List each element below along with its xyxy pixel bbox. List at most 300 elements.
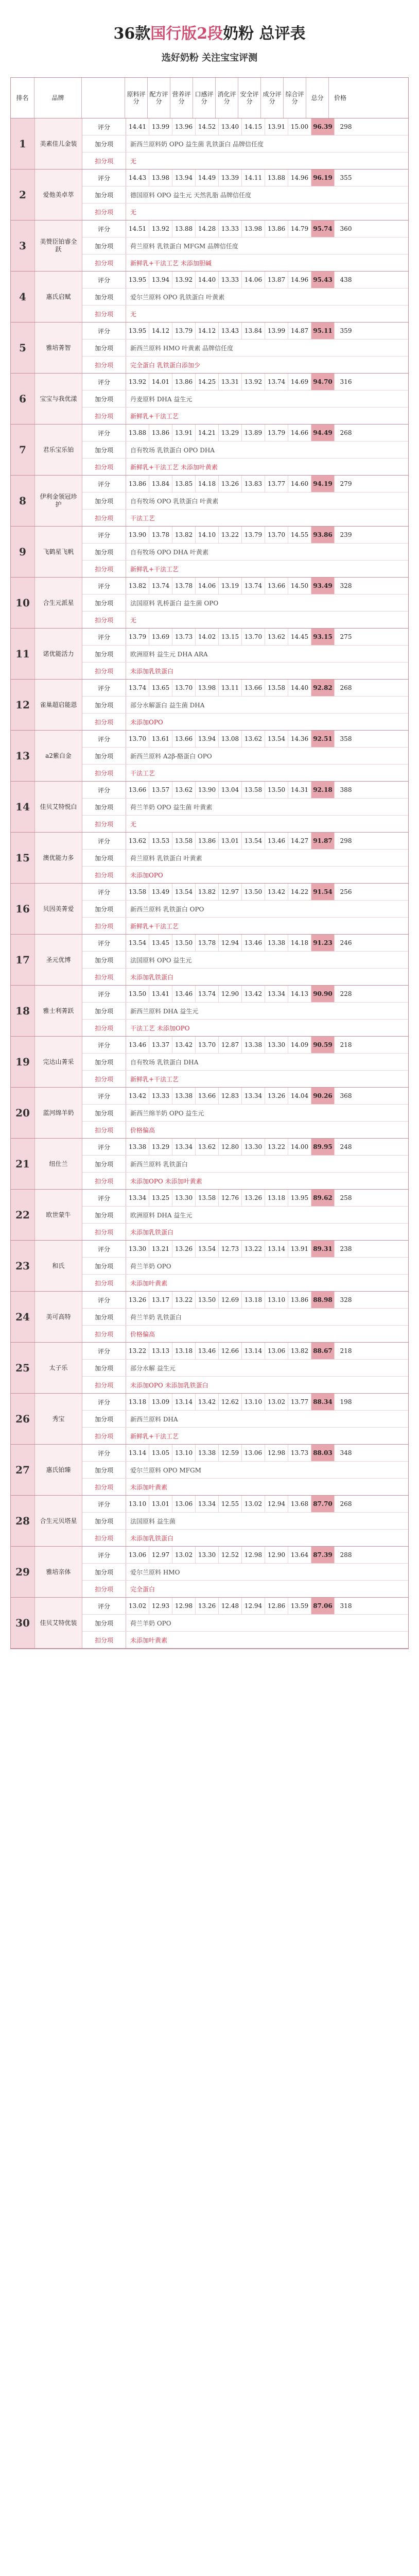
- row-label: 加分项: [82, 238, 126, 254]
- score-cell: 13.90: [196, 782, 219, 798]
- brand-block: [11, 272, 408, 323]
- score-cell: 13.21: [149, 1241, 172, 1257]
- minus-text: 未添加OPO: [130, 718, 163, 726]
- score-cell: 12.76: [219, 1190, 242, 1206]
- row-label: 评分: [82, 1547, 126, 1563]
- minus-text: 无: [130, 157, 137, 165]
- score-cell: 13.09: [149, 1394, 172, 1410]
- score-cell: 13.17: [149, 1292, 172, 1308]
- score-cell: 14.41: [126, 118, 149, 135]
- brand-block: [11, 935, 408, 986]
- score-cell: 13.70: [172, 680, 196, 696]
- brand-name: 合生元派星: [35, 578, 82, 628]
- score-cell: 14.04: [288, 1088, 311, 1104]
- brand-name: 伊利金领冠珍护: [35, 476, 82, 526]
- price-cell: 328: [340, 1296, 352, 1303]
- score-cell: 13.77: [288, 1394, 311, 1410]
- page-header: [0, 0, 419, 77]
- brand-rows: [82, 476, 408, 526]
- total-score: 96.19: [311, 170, 335, 186]
- score-cell: 14.12: [196, 323, 219, 339]
- score-cell: 13.18: [265, 1190, 288, 1206]
- score-cell: 14.18: [196, 476, 219, 492]
- score-cell: 13.54: [265, 731, 288, 747]
- price-cell: 358: [340, 735, 352, 742]
- row-label: 扣分项: [82, 204, 126, 220]
- score-cell: 14.10: [196, 527, 219, 543]
- brand-rows: [82, 986, 408, 1036]
- minus-text: 无: [130, 820, 137, 828]
- brand-rows: [82, 1190, 408, 1240]
- score-cell: 13.87: [265, 272, 288, 288]
- score-row: [82, 323, 408, 340]
- minus-text: 新鲜乳+干法工艺: [130, 565, 179, 573]
- brand-name: 圣元优博: [35, 935, 82, 985]
- minus-row: [82, 1071, 408, 1087]
- score-cell: 13.66: [196, 1088, 219, 1104]
- score-cell: 12.80: [219, 1139, 242, 1155]
- minus-row: [82, 1173, 408, 1189]
- score-cell: 13.83: [242, 476, 265, 492]
- plus-text: 荷兰羊奶 乳铁蛋白: [130, 1313, 182, 1321]
- minus-row: [82, 255, 408, 271]
- total-score: 96.39: [311, 118, 335, 135]
- score-cell: 14.22: [288, 884, 311, 900]
- brand-block: [11, 578, 408, 629]
- score-cell: 14.55: [288, 527, 311, 543]
- score-cell: 13.40: [219, 118, 242, 135]
- score-cell: 13.79: [265, 425, 288, 441]
- score-cell: 13.78: [149, 527, 172, 543]
- brand-name: 完达山菁采: [35, 1037, 82, 1087]
- plus-row: [82, 799, 408, 816]
- price-cell: 318: [340, 1602, 352, 1609]
- row-label: 扣分项: [82, 612, 126, 628]
- score-cell: 12.90: [219, 986, 242, 1002]
- row-label: 评分: [82, 1088, 126, 1104]
- score-cell: 12.55: [219, 1496, 242, 1512]
- score-cell: 13.54: [126, 935, 149, 951]
- score-cell: 13.46: [172, 986, 196, 1002]
- score-cell: 13.34: [265, 986, 288, 1002]
- rank-number: 28: [11, 1496, 35, 1546]
- minus-text: 未添加乳铁蛋白: [130, 1534, 174, 1542]
- score-cell: 13.69: [149, 629, 172, 645]
- brand-rows: [82, 1343, 408, 1393]
- score-cell: 14.50: [288, 578, 311, 594]
- plus-row: [82, 1258, 408, 1275]
- brand-name: 雅士利菁跃: [35, 986, 82, 1036]
- rank-number: 12: [11, 680, 35, 730]
- total-score: 94.49: [311, 425, 335, 441]
- row-label: 扣分项: [82, 459, 126, 475]
- row-label: 扣分项: [82, 1122, 126, 1138]
- plus-row: [82, 544, 408, 561]
- score-row: [82, 680, 408, 697]
- brand-block: [11, 731, 408, 782]
- score-cell: 13.37: [149, 1037, 172, 1053]
- score-cell: 13.14: [265, 1241, 288, 1257]
- plus-text: 法国原料 OPO 益生元: [130, 956, 192, 964]
- score-cell: 13.74: [196, 986, 219, 1002]
- brand-rows: [82, 1241, 408, 1291]
- brand-block: [11, 629, 408, 680]
- score-cell: 13.53: [149, 833, 172, 849]
- score-cell: 12.94: [265, 1496, 288, 1512]
- score-cell: 13.62: [196, 1139, 219, 1155]
- score-row: [82, 1241, 408, 1258]
- score-cell: 14.18: [288, 935, 311, 951]
- row-label: 加分项: [82, 1615, 126, 1631]
- score-cell: 13.59: [288, 1598, 311, 1614]
- score-cell: 13.86: [126, 476, 149, 492]
- score-cell: 13.70: [265, 527, 288, 543]
- total-score: 90.59: [311, 1037, 335, 1053]
- rank-number: 18: [11, 986, 35, 1036]
- score-cell: 13.68: [288, 1496, 311, 1512]
- brand-rows: [82, 272, 408, 322]
- score-cell: 13.74: [126, 680, 149, 696]
- plus-row: [82, 1309, 408, 1326]
- score-cell: 13.99: [265, 323, 288, 339]
- score-row: [82, 1292, 408, 1309]
- minus-text: 未添加OPO 未添加叶黄素: [130, 1177, 202, 1185]
- column-header: 排名: [11, 78, 34, 118]
- minus-text: 价格偏高: [130, 1126, 155, 1134]
- score-row: [82, 476, 408, 493]
- score-cell: 13.77: [265, 476, 288, 492]
- rank-number: 8: [11, 476, 35, 526]
- score-cell: 13.42: [265, 884, 288, 900]
- brand-block: [11, 221, 408, 272]
- price-cell: 348: [340, 1449, 352, 1456]
- row-label: 评分: [82, 1037, 126, 1053]
- score-cell: 13.22: [242, 1241, 265, 1257]
- brand-rows: [82, 833, 408, 883]
- score-cell: 13.18: [172, 1343, 196, 1359]
- score-cell: 13.62: [126, 833, 149, 849]
- score-cell: 13.91: [265, 118, 288, 135]
- minus-row: [82, 561, 408, 577]
- total-score: 95.43: [311, 272, 335, 288]
- score-cell: 13.82: [196, 884, 219, 900]
- brand-block: [11, 1343, 408, 1394]
- score-cell: 13.92: [126, 374, 149, 390]
- score-cell: 13.30: [126, 1241, 149, 1257]
- brand-block: [11, 1598, 408, 1649]
- row-label: 评分: [82, 1292, 126, 1308]
- score-cell: 13.89: [242, 425, 265, 441]
- score-cell: 14.52: [196, 118, 219, 135]
- minus-row: [82, 1020, 408, 1036]
- score-cell: 13.54: [196, 1241, 219, 1257]
- minus-text: 未添加叶黄素: [130, 1279, 168, 1287]
- score-cell: 14.40: [288, 680, 311, 696]
- minus-text: 干法工艺 未添加OPO: [130, 1024, 190, 1032]
- column-header: 品牌: [34, 78, 82, 118]
- score-cell: 12.83: [219, 1088, 242, 1104]
- brand-rows: [82, 1547, 408, 1597]
- plus-text: 丹麦原料 DHA 益生元: [130, 395, 193, 403]
- row-label: 加分项: [82, 799, 126, 815]
- brand-rows: [82, 425, 408, 475]
- score-cell: 14.96: [288, 170, 311, 186]
- plus-text: 部分水解 益生元: [130, 1364, 176, 1372]
- row-label: 加分项: [82, 1360, 126, 1376]
- brand-rows: [82, 170, 408, 220]
- score-cell: 13.33: [149, 1088, 172, 1104]
- brand-rows: [82, 1088, 408, 1138]
- score-row: [82, 374, 408, 391]
- score-cell: 14.49: [196, 170, 219, 186]
- brand-rows: [82, 1394, 408, 1444]
- brand-name: 纽仕兰: [35, 1139, 82, 1189]
- minus-row: [82, 816, 408, 832]
- minus-text: 新鲜乳+干法工艺 未添加叶黄素: [130, 463, 218, 471]
- score-cell: 12.87: [219, 1037, 242, 1053]
- rank-number: 17: [11, 935, 35, 985]
- total-score: 95.11: [311, 323, 335, 339]
- score-cell: 14.12: [149, 323, 172, 339]
- plus-row: [82, 1156, 408, 1173]
- price-cell: 268: [340, 1500, 352, 1507]
- score-cell: 13.98: [196, 680, 219, 696]
- minus-text: 新鲜乳+干法工艺: [130, 1075, 179, 1083]
- score-cell: 14.27: [288, 833, 311, 849]
- score-cell: 13.58: [196, 1190, 219, 1206]
- score-cell: 13.58: [126, 884, 149, 900]
- score-cell: 13.38: [196, 1445, 219, 1461]
- plus-text: 爱尔兰原料 HMO: [130, 1568, 180, 1576]
- total-score: 94.19: [311, 476, 335, 492]
- column-header: 价格: [334, 94, 346, 101]
- brand-block: [11, 1241, 408, 1292]
- brand-name: 贝因美菁爱: [35, 884, 82, 934]
- brand-name: 诺优能活力: [35, 629, 82, 679]
- price-cell: 360: [340, 225, 352, 232]
- minus-row: [82, 612, 408, 628]
- minus-text: 完全蛋白 乳铁蛋白添加少: [130, 361, 200, 369]
- score-cell: 14.06: [196, 578, 219, 594]
- plus-text: 自有牧场 OPO DHA 叶黄素: [130, 548, 208, 556]
- price-cell: 268: [340, 684, 352, 691]
- row-label: 加分项: [82, 187, 126, 203]
- score-cell: 13.94: [196, 731, 219, 747]
- score-cell: 13.88: [265, 170, 288, 186]
- rank-number: 3: [11, 221, 35, 271]
- price-cell: 256: [340, 888, 352, 895]
- column-header: 口感评分: [193, 78, 216, 118]
- score-row: [82, 1139, 408, 1156]
- row-label: 扣分项: [82, 918, 126, 934]
- score-cell: 13.08: [219, 731, 242, 747]
- brand-rows: [82, 1445, 408, 1495]
- score-cell: 13.86: [172, 374, 196, 390]
- score-cell: 13.50: [126, 986, 149, 1002]
- score-cell: 13.30: [196, 1547, 219, 1563]
- plus-text: 荷兰羊奶 OPO 益生菌 叶黄素: [130, 803, 213, 811]
- brand-block: [11, 1139, 408, 1190]
- score-cell: 15.00: [288, 118, 311, 135]
- score-cell: 14.96: [288, 272, 311, 288]
- score-cell: 13.34: [126, 1190, 149, 1206]
- score-cell: 14.11: [242, 170, 265, 186]
- minus-text: 未添加OPO: [130, 871, 163, 879]
- score-cell: 13.22: [172, 1292, 196, 1308]
- score-cell: 13.95: [288, 1190, 311, 1206]
- brand-rows: [82, 221, 408, 271]
- brand-name: 雅培亲体: [35, 1547, 82, 1597]
- row-label: 扣分项: [82, 1530, 126, 1546]
- brand-name: a2紫白金: [35, 731, 82, 781]
- score-cell: 14.25: [196, 374, 219, 390]
- score-cell: 13.34: [172, 1139, 196, 1155]
- score-cell: 14.00: [288, 1139, 311, 1155]
- rank-number: 26: [11, 1394, 35, 1444]
- row-label: 加分项: [82, 544, 126, 560]
- score-cell: 13.02: [265, 1394, 288, 1410]
- score-cell: 14.40: [196, 272, 219, 288]
- row-label: 扣分项: [82, 714, 126, 730]
- row-label: 扣分项: [82, 1632, 126, 1648]
- total-score: 92.18: [311, 782, 335, 798]
- minus-text: 干法工艺: [130, 769, 155, 777]
- price-cell: 298: [340, 123, 352, 130]
- score-cell: 13.58: [242, 782, 265, 798]
- rank-number: 7: [11, 425, 35, 475]
- brand-name: 雀巢超启能恩: [35, 680, 82, 730]
- minus-text: 未添加叶黄素: [130, 1483, 168, 1491]
- rank-number: 21: [11, 1139, 35, 1189]
- score-row: [82, 782, 408, 799]
- brand-rows: [82, 1292, 408, 1342]
- rank-number: 24: [11, 1292, 35, 1342]
- row-label: 评分: [82, 680, 126, 696]
- rank-number: 15: [11, 833, 35, 883]
- score-cell: 13.02: [126, 1598, 149, 1614]
- plus-row: [82, 238, 408, 255]
- row-label: 扣分项: [82, 152, 126, 169]
- row-label: 评分: [82, 118, 126, 135]
- score-cell: 14.87: [288, 323, 311, 339]
- price-cell: 316: [340, 378, 352, 385]
- row-label: 加分项: [82, 697, 126, 713]
- minus-text: 未添加OPO 未添加乳铁蛋白: [130, 1381, 208, 1389]
- score-cell: 13.95: [126, 272, 149, 288]
- score-cell: 14.51: [126, 221, 149, 237]
- total-score: 88.03: [311, 1445, 335, 1461]
- total-score: 95.74: [311, 221, 335, 237]
- score-cell: 13.66: [172, 731, 196, 747]
- brand-block: [11, 1496, 408, 1547]
- brand-rows: [82, 731, 408, 781]
- row-label: 扣分项: [82, 357, 126, 373]
- row-label: 扣分项: [82, 510, 126, 526]
- score-cell: 13.42: [172, 1037, 196, 1053]
- minus-text: 未添加乳铁蛋白: [130, 1228, 174, 1236]
- score-cell: 14.28: [196, 221, 219, 237]
- rank-number: 20: [11, 1088, 35, 1138]
- score-cell: 14.21: [196, 425, 219, 441]
- score-cell: 13.04: [219, 782, 242, 798]
- total-score: 89.95: [311, 1139, 335, 1155]
- row-label: 加分项: [82, 1411, 126, 1427]
- score-cell: 13.26: [219, 476, 242, 492]
- minus-row: [82, 714, 408, 730]
- score-cell: 13.06: [172, 1496, 196, 1512]
- score-cell: 13.84: [149, 476, 172, 492]
- plus-row: [82, 442, 408, 459]
- score-cell: 13.99: [149, 118, 172, 135]
- score-cell: 12.98: [242, 1547, 265, 1563]
- score-cell: 13.26: [242, 1190, 265, 1206]
- score-cell: 13.70: [196, 1037, 219, 1053]
- brand-rows: [82, 374, 408, 424]
- price-cell: 288: [340, 1551, 352, 1558]
- rank-number: 25: [11, 1343, 35, 1393]
- row-label: 评分: [82, 986, 126, 1002]
- row-label: 扣分项: [82, 1020, 126, 1036]
- total-score: 88.34: [311, 1394, 335, 1410]
- row-label: 加分项: [82, 340, 126, 356]
- score-cell: 13.33: [219, 272, 242, 288]
- score-cell: 13.38: [172, 1088, 196, 1104]
- brand-name: 爱他美卓萃: [35, 170, 82, 220]
- score-cell: 13.74: [265, 374, 288, 390]
- brand-name: 欧世蒙牛: [35, 1190, 82, 1240]
- score-cell: 13.79: [126, 629, 149, 645]
- rank-number: 10: [11, 578, 35, 628]
- score-cell: 14.15: [242, 118, 265, 135]
- plus-text: 自有牧场 乳铁蛋白 OPO DHA: [130, 446, 215, 454]
- brand-block: [11, 118, 408, 170]
- price-cell: 238: [340, 1245, 352, 1252]
- score-cell: 13.94: [172, 170, 196, 186]
- minus-row: [82, 306, 408, 322]
- total-score: 91.87: [311, 833, 335, 849]
- plus-text: 德国原料 OPO 益生元 天然乳脂 品牌信任度: [130, 191, 252, 199]
- minus-row: [82, 1428, 408, 1444]
- row-label: 评分: [82, 425, 126, 441]
- total-score: 87.39: [311, 1547, 335, 1563]
- plus-text: 新西兰原料奶 OPO 益生菌 乳铁蛋白 品牌信任度: [130, 140, 264, 148]
- price-cell: 275: [340, 633, 352, 640]
- score-cell: 13.06: [126, 1547, 149, 1563]
- row-label: 评分: [82, 629, 126, 645]
- row-label: 评分: [82, 476, 126, 492]
- row-label: 加分项: [82, 1156, 126, 1172]
- row-label: 加分项: [82, 289, 126, 305]
- score-cell: 13.10: [126, 1496, 149, 1512]
- score-cell: 13.39: [219, 170, 242, 186]
- row-label: 加分项: [82, 850, 126, 866]
- score-cell: 13.02: [242, 1496, 265, 1512]
- score-cell: 13.49: [149, 884, 172, 900]
- minus-text: 新鲜乳+干法工艺: [130, 412, 179, 420]
- row-label: 评分: [82, 1190, 126, 1206]
- score-cell: 12.73: [219, 1241, 242, 1257]
- plus-row: [82, 135, 408, 152]
- plus-row: [82, 646, 408, 663]
- total-score: 87.06: [311, 1598, 335, 1614]
- row-label: 评分: [82, 527, 126, 543]
- score-cell: 13.22: [219, 527, 242, 543]
- plus-text: 法国原料 乳桥蛋白 益生菌 OPO: [130, 599, 219, 607]
- brand-name: 蓝河绵羊奶: [35, 1088, 82, 1138]
- total-score: 93.49: [311, 578, 335, 594]
- brand-name: 雅培菁智: [35, 323, 82, 373]
- score-cell: 13.58: [172, 833, 196, 849]
